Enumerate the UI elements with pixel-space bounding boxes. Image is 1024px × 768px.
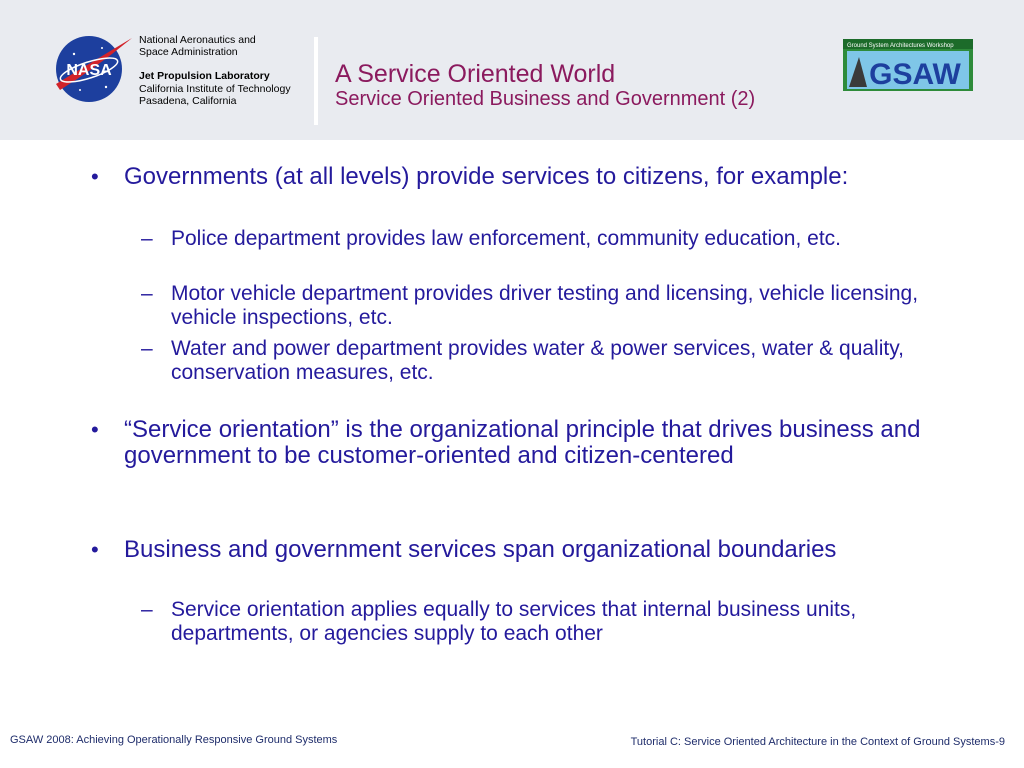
sub-dash: – — [141, 598, 153, 621]
title-block — [335, 60, 855, 110]
nasa-logo-text: NASA — [66, 62, 112, 79]
slide-title: A Service Oriented World — [335, 60, 616, 88]
sub-bullet-1-1-text: Police department provides law enforcement, community education, etc. — [171, 227, 842, 250]
org-line-2: Space Administration — [139, 46, 238, 59]
org-institute: California Institute of Technology — [139, 82, 291, 95]
sub-bullet-1-2 — [141, 282, 951, 330]
sub-bullet-1-1 — [141, 227, 951, 251]
gsaw-logo-icon — [843, 39, 973, 91]
bullet-1 — [91, 163, 924, 190]
bullet-3 — [91, 536, 924, 563]
bullet-1-text: Governments (at all levels) provide services to citizens, for example: — [124, 163, 849, 190]
sub-dash: – — [141, 282, 153, 305]
sub-dash: – — [141, 227, 153, 250]
slide-header — [0, 0, 1024, 140]
gsaw-caption: Ground System Architectures Workshop — [847, 43, 954, 49]
sub-bullet-1-3-text: Water and power department provides water & power services, water & quality, conservation measures, etc. — [171, 337, 904, 384]
sub-bullet-1-3 — [141, 337, 951, 385]
bullet-3-text: Business and government services span organizational boundaries — [124, 536, 837, 563]
org-line-1: National Aeronautics and — [139, 34, 256, 46]
sub-dash: – — [141, 337, 153, 360]
sub-bullet-3-1 — [141, 598, 951, 646]
bullet-2 — [91, 416, 924, 469]
sub-bullet-1-2-text: Motor vehicle department provides driver testing and licensing, vehicle licensing, vehicle inspections, etc. — [171, 282, 919, 329]
nasa-logo-icon — [52, 32, 134, 104]
footer-left: GSAW 2008: Achieving Operationally Responsive Ground Systems — [10, 734, 338, 746]
slide-subtitle: Service Oriented Business and Government (2) — [335, 88, 756, 110]
sub-bullet-3-1-text: Service orientation applies equally to services that internal business units, departments, or agencies supply to each other — [171, 598, 857, 645]
footer-right: Tutorial C: Service Oriented Architecture in the Context of Ground Systems-9 — [630, 736, 1005, 748]
bullet-dot: • — [91, 537, 99, 562]
bullet-dot: • — [91, 164, 99, 189]
header-divider — [314, 37, 318, 125]
org-location: Pasadena, California — [139, 94, 237, 107]
bullet-2-text: “Service orientation” is the organizational principle that drives business and government to be customer-oriented and citizen-centered — [124, 416, 921, 469]
org-lab: Jet Propulsion Laboratory — [139, 70, 270, 83]
gsaw-text: GSAW — [869, 58, 961, 91]
bullet-dot: • — [91, 417, 99, 442]
org-block — [139, 34, 314, 107]
